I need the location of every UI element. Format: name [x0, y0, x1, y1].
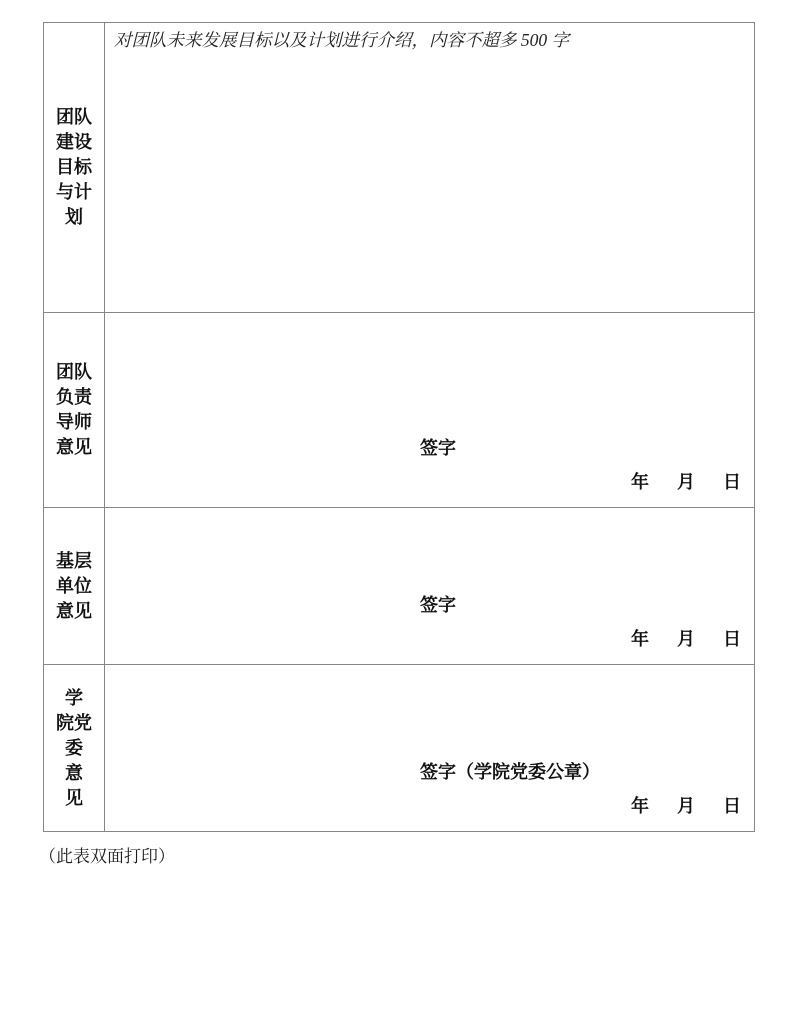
label-line: 意见: [56, 600, 92, 621]
label-line: 委: [65, 737, 83, 758]
label-line: 单位: [56, 575, 92, 596]
label-line: 目标: [56, 157, 92, 177]
unit-opinion-entry-area: [105, 508, 755, 665]
row-unit-opinion: [44, 508, 755, 665]
unit-signature-label: 签字: [420, 595, 456, 615]
party-committee-date-label: 年 月 日: [630, 796, 741, 816]
row-party-committee-opinion: [44, 665, 755, 832]
advisor-opinion-entry-area: [105, 313, 755, 508]
advisor-signature-label: 签字: [420, 438, 456, 458]
party-committee-signature-label: 签字（学院党委公章）: [420, 762, 600, 782]
label-line: 见: [65, 787, 83, 808]
team-goals-placeholder-text: 对团队未来发展目标以及计划进行介绍，内容不超多 500 字: [114, 30, 569, 50]
row-label-advisor-opinion: [44, 313, 105, 508]
approval-form-table: [43, 22, 755, 832]
label-line: 院党: [56, 712, 92, 733]
label-line: 学: [65, 687, 83, 708]
label-line: 意: [65, 762, 83, 783]
row-label-team-goals-plan: [44, 23, 105, 313]
label-line: 负责: [56, 387, 92, 407]
unit-date-label: 年 月 日: [630, 629, 741, 649]
double-sided-print-note: （此表双面打印）: [39, 847, 175, 866]
label-line: 划: [65, 207, 83, 227]
row-label-unit-opinion: [44, 508, 105, 665]
row-label-party-committee-opinion: [44, 665, 105, 832]
team-goals-entry-area: [105, 23, 755, 313]
label-line: 团队: [56, 362, 92, 382]
label-line: 导师: [56, 412, 92, 432]
label-line: 与计: [56, 182, 92, 202]
label-line: 基层: [56, 550, 92, 571]
row-team-goals-plan: [44, 23, 755, 313]
label-line: 意见: [56, 437, 92, 457]
advisor-date-label: 年 月 日: [630, 472, 741, 492]
row-advisor-opinion: [44, 313, 755, 508]
label-line: 团队: [56, 107, 92, 127]
party-committee-entry-area: [105, 665, 755, 832]
label-line: 建设: [56, 132, 92, 152]
